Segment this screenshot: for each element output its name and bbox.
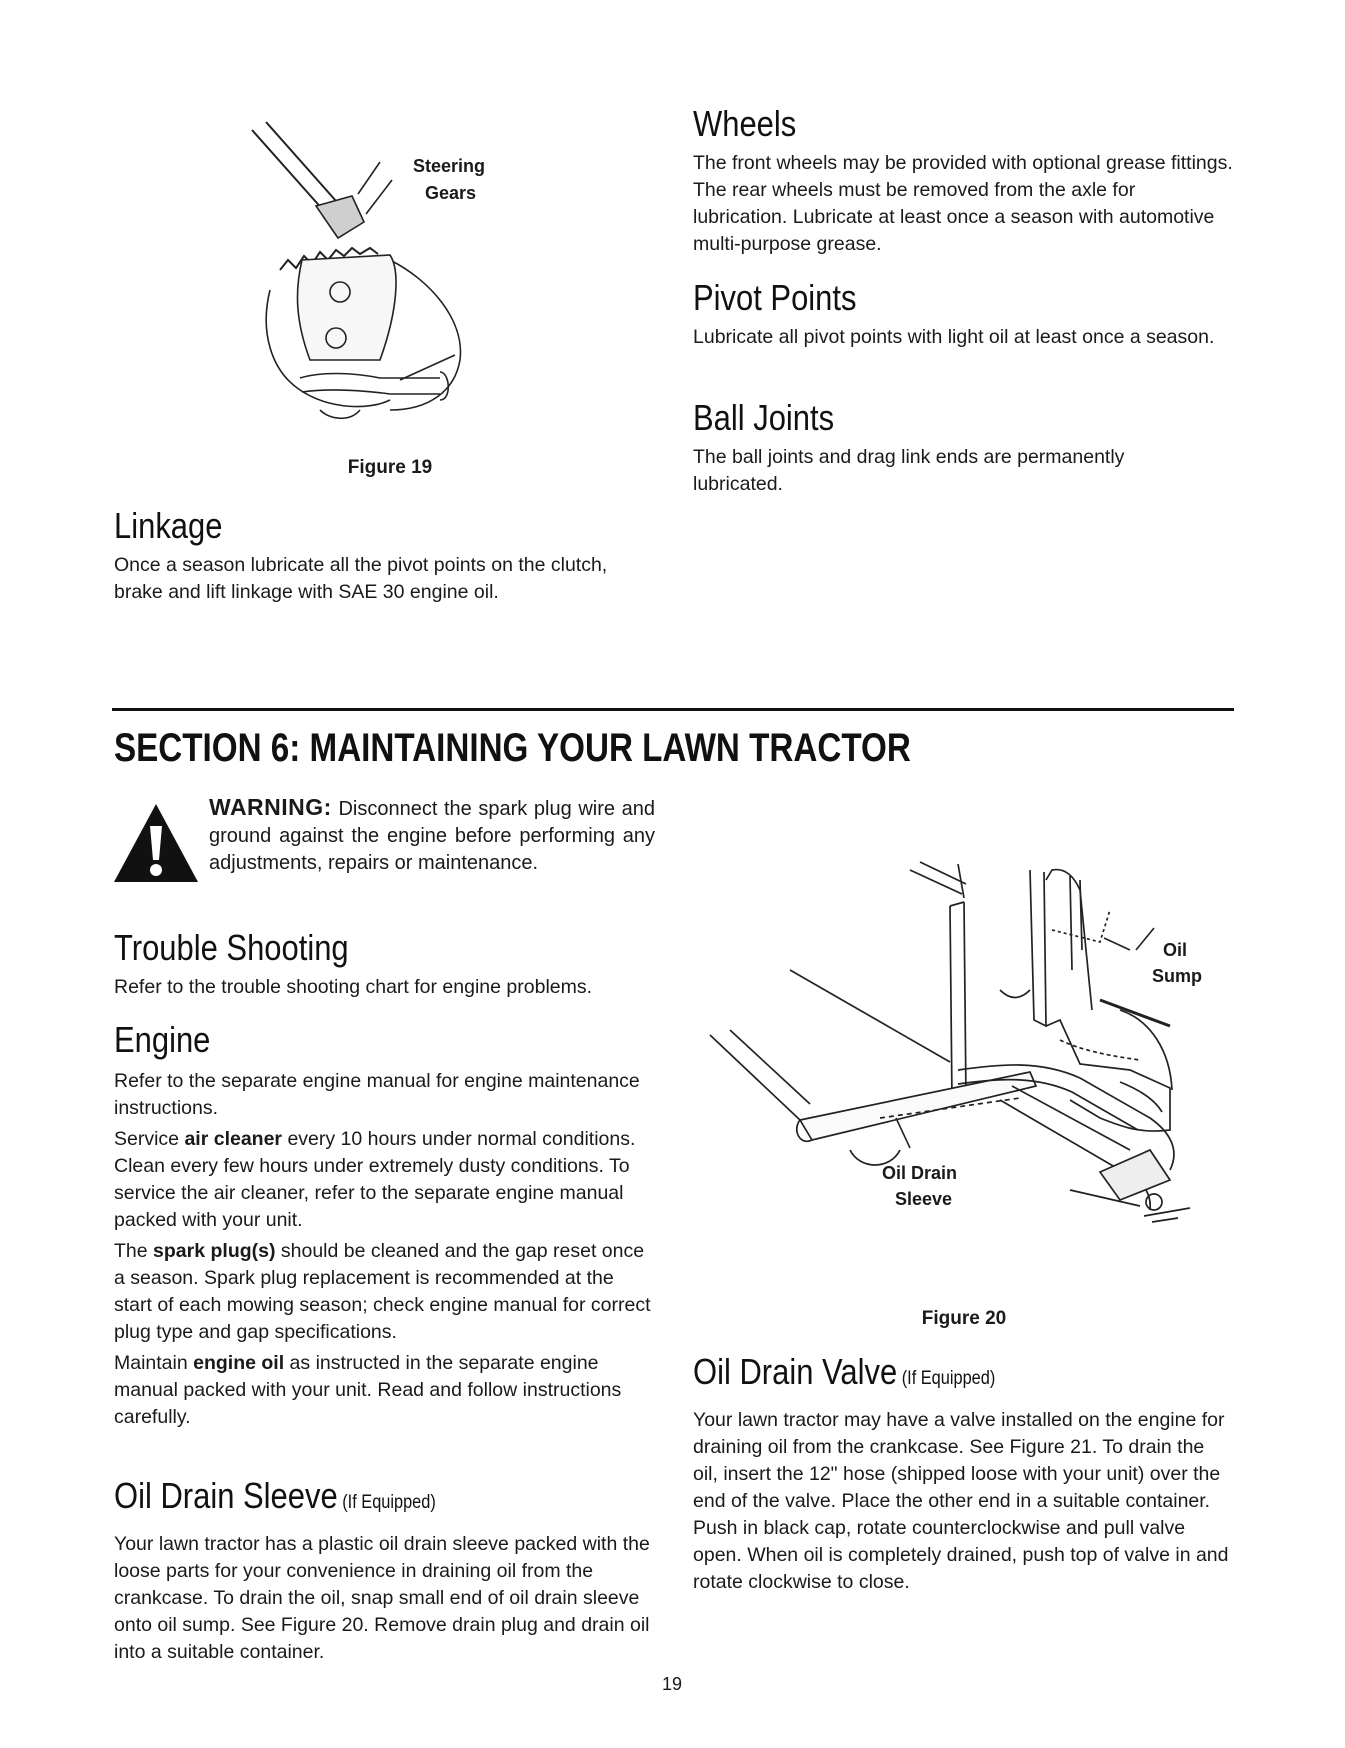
- warning-triangle-icon: [112, 800, 200, 886]
- section-6-title: SECTION 6: MAINTAINING YOUR LAWN TRACTOR: [114, 726, 911, 770]
- engine-oil-term: engine oil: [193, 1352, 285, 1374]
- figure-19-label-steering: Steering: [413, 156, 486, 176]
- oil-drain-sleeve-text: Your lawn tractor has a plastic oil drain sleeve packed with the loose parts for your convenience in draining oil from the crankcase. To drain the oil, snap small end of oil drain sleeve onto oil sump. See Figure 20. Remove drain plug and drain oil into a suitable container.: [114, 1533, 650, 1663]
- oil-drain-sleeve-heading: Oil Drain Sleeve (If Equipped): [114, 1475, 436, 1516]
- pivot-points-section: [693, 278, 1233, 351]
- trouble-shooting-section: [114, 928, 674, 1001]
- oil-drain-valve-heading: Oil Drain Valve (If Equipped): [693, 1351, 996, 1392]
- trouble-shooting-text: Refer to the trouble shooting chart for engine problems.: [114, 976, 593, 998]
- figure-20-caption: Figure 20: [921, 1308, 1007, 1329]
- figure-20-label-sump: Sump: [1152, 966, 1203, 986]
- air-cleaner-term: air cleaner: [184, 1128, 283, 1150]
- warning-text: Disconnect the spark plug wire and ground against the engine before performing any adjustments, repairs or maintenance.: [209, 798, 655, 874]
- trouble-shooting-heading: Trouble Shooting: [114, 927, 349, 968]
- linkage-heading: Linkage: [114, 505, 223, 546]
- pivot-points-text: Lubricate all pivot points with light oil at least once a season.: [693, 326, 1215, 348]
- figure-20-label-oil-drain: Oil Drain: [882, 1163, 958, 1183]
- engine-heading: Engine: [114, 1019, 211, 1060]
- figure-20-label-sleeve: Sleeve: [895, 1189, 953, 1209]
- figure-19-caption: Figure 19: [347, 457, 433, 478]
- ball-joints-section: [693, 398, 1213, 498]
- oil-drain-valve-text: Your lawn tractor may have a valve installed on the engine for draining oil from the crankcase. See Figure 21. To drain the oil, insert the 12" hose (shipped loose with your unit) over the end of the valve. Place the other end in a suitable container. Push in black cap, rotate counterclockwise and pull valve open. When oil is completely drained, push top of valve in and rotate clockwise to close.: [693, 1409, 1229, 1593]
- wheels-text: The front wheels may be provided with optional grease fittings. The rear wheels must be removed from the axle for lubrication. Lubricate at least once a season with automotive multi-purpose grease.: [693, 152, 1233, 255]
- oil-drain-sleeve-qualifier: (If Equipped): [337, 1492, 436, 1513]
- section-divider: [112, 708, 1234, 711]
- engine-paragraph-1: Refer to the separate engine manual for engine maintenance instructions.: [114, 1070, 640, 1119]
- oil-drain-valve-section: [693, 1352, 1233, 1596]
- warning-block: [209, 794, 655, 877]
- ball-joints-heading: Ball Joints: [693, 397, 835, 438]
- figure-19-label-gears: Gears: [425, 183, 477, 203]
- wheels-section: [693, 104, 1233, 258]
- wheels-heading: Wheels: [693, 103, 797, 144]
- engine-paragraph-2: Service air cleaner every 10 hours under normal conditions. Clean every few hours under extremely dusty conditions. To service the air cleaner, refer to the separate engine manual packed with your unit.: [114, 1128, 636, 1231]
- engine-section: [114, 1020, 654, 1431]
- oil-drain-sleeve-section: [114, 1476, 654, 1666]
- ball-joints-text: The ball joints and drag link ends are permanently lubricated.: [693, 446, 1125, 495]
- figure-20-illustration: [700, 850, 1220, 1270]
- spark-plug-term: spark plug(s): [153, 1240, 276, 1262]
- engine-paragraph-4: Maintain engine oil as instructed in the separate engine manual packed with your unit. Read and follow instructions carefully.: [114, 1352, 622, 1428]
- linkage-section: [114, 506, 634, 606]
- engine-paragraph-3: The spark plug(s) should be cleaned and the gap reset once a season. Spark plug replacement is recommended at the start of each mowing season; check engine manual for correct plug type and gap specifications.: [114, 1240, 651, 1343]
- page-number: 19: [661, 1674, 683, 1694]
- oil-drain-valve-qualifier: (If Equipped): [897, 1368, 996, 1389]
- figure-20-label-oil: Oil: [1163, 940, 1188, 960]
- linkage-text: Once a season lubricate all the pivot points on the clutch, brake and lift linkage with SAE 30 engine oil.: [114, 554, 608, 603]
- warning-label: WARNING:: [209, 794, 332, 820]
- pivot-points-heading: Pivot Points: [693, 277, 857, 318]
